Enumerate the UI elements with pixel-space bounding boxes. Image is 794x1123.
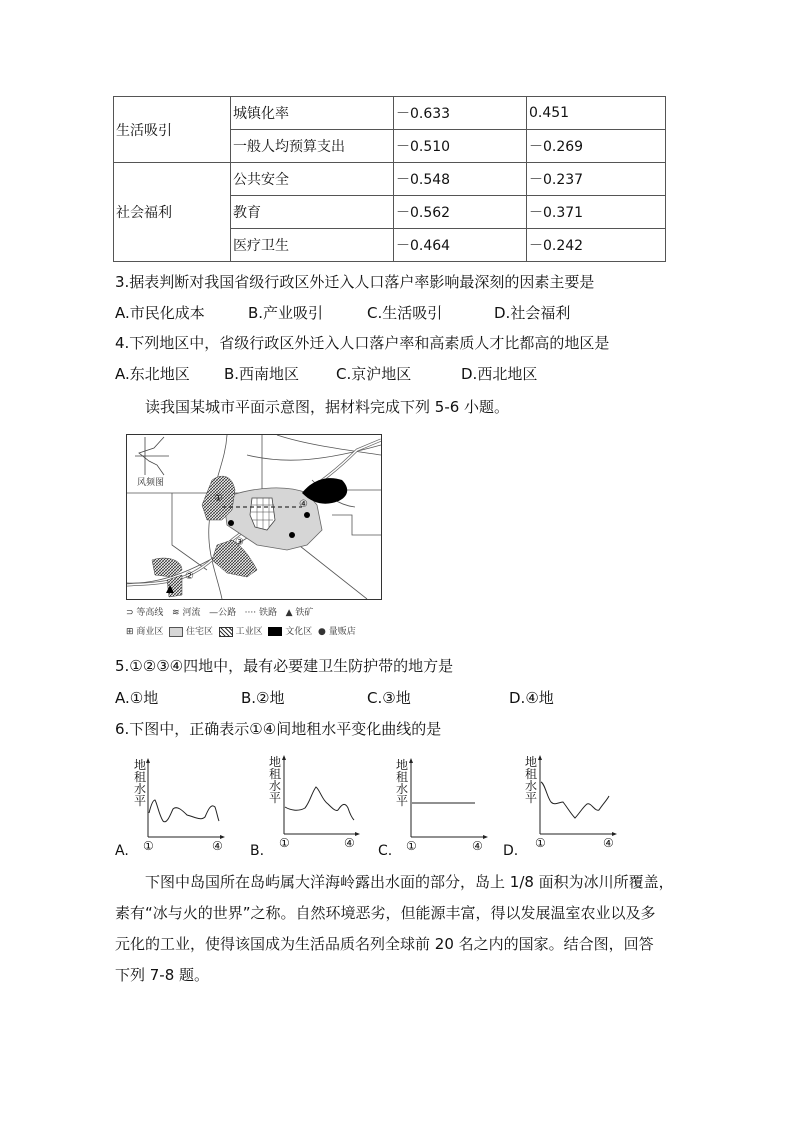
intro-7-8-line-1: 下图中岛国所在岛屿属大洋海岭露出水面的部分，岛上 1/8 面积为冰川所覆盖， bbox=[145, 873, 674, 891]
x-end-label: ④ bbox=[603, 836, 614, 850]
q3-option-b: B.产业吸引 bbox=[248, 304, 324, 322]
factor-cell: 公共安全 bbox=[231, 163, 394, 196]
q4-option-a: A.东北地区 bbox=[115, 365, 190, 383]
legend-label: 文化区 bbox=[285, 627, 313, 637]
factor-cell: 医疗卫生 bbox=[231, 229, 394, 262]
commercial-icon: ⊞ bbox=[126, 627, 134, 637]
factor-cell: 一般人均预算支出 bbox=[231, 130, 394, 163]
river-icon: ≋ bbox=[172, 608, 180, 618]
marker-2: ② bbox=[185, 571, 194, 582]
map-legend-row-1 bbox=[126, 605, 313, 618]
value-cell: 0.451 bbox=[527, 97, 666, 130]
value-cell: －0.371 bbox=[527, 196, 666, 229]
wind-rose-icon bbox=[135, 437, 169, 475]
group-cell: 生活吸引 bbox=[114, 97, 231, 163]
intro-7-8-line-3: 元化的工业，使得该国成为生活品质名列全球前 20 名之内的国家。结合图，回答 bbox=[115, 935, 654, 953]
q3-option-c: C.生活吸引 bbox=[367, 304, 443, 322]
x-start-label: ① bbox=[279, 836, 290, 850]
y-axis-label: 地租水平 bbox=[396, 758, 409, 808]
q3-option-d: D.社会福利 bbox=[494, 304, 571, 322]
x-end-label: ④ bbox=[472, 839, 483, 853]
legend-label: ● 量贩店 bbox=[318, 627, 356, 637]
value-cell: －0.464 bbox=[394, 229, 527, 262]
q4-option-d: D.西北地区 bbox=[461, 365, 538, 383]
graph-a bbox=[115, 755, 225, 860]
graph-d bbox=[503, 752, 618, 860]
intro-7-8-line-4: 下列 7-8 题。 bbox=[115, 966, 210, 984]
q6-stem: 6.下图中，正确表示①④间地租水平变化曲线的是 bbox=[115, 720, 442, 738]
table-row bbox=[114, 163, 666, 196]
intro-7-8-line-2: 素有“冰与火的世界”之称。自然环境恶劣，但能源丰富，得以发展温室农业以及多 bbox=[115, 904, 656, 922]
contour-icon: ⊃ bbox=[126, 608, 134, 618]
marker-1: ① bbox=[214, 493, 223, 504]
residential-icon bbox=[169, 627, 183, 637]
wind-rose-label: 风频图 bbox=[137, 478, 165, 488]
x-end-label: ④ bbox=[344, 836, 355, 850]
legend-label: —公路 bbox=[209, 608, 237, 618]
legend-label: 河流 bbox=[182, 608, 201, 618]
legend-label: 商业区 bbox=[136, 627, 164, 637]
y-axis-label: 地租水平 bbox=[134, 758, 147, 808]
q4-option-c: C.京沪地区 bbox=[336, 365, 412, 383]
y-axis-label: 地租水平 bbox=[525, 755, 538, 805]
q4-stem: 4.下列地区中，省级行政区外迁入人口落户率和高素质人才比都高的地区是 bbox=[115, 334, 610, 352]
q3-option-a: A.市民化成本 bbox=[115, 304, 205, 322]
industrial-area bbox=[167, 575, 182, 597]
marker-3: ③ bbox=[235, 537, 244, 548]
value-cell: －0.548 bbox=[394, 163, 527, 196]
q5-option-c: C.③地 bbox=[367, 689, 411, 707]
factor-table bbox=[113, 96, 666, 262]
group-cell: 社会福利 bbox=[114, 163, 231, 262]
option-b-label: B. bbox=[250, 843, 265, 859]
value-cell: －0.633 bbox=[394, 97, 527, 130]
graph-c bbox=[378, 755, 488, 860]
city-map-graphic bbox=[127, 435, 381, 599]
value-cell: －0.510 bbox=[394, 130, 527, 163]
graph-b bbox=[250, 752, 360, 860]
map-legend-row-2 bbox=[126, 624, 356, 637]
factor-cell: 城镇化率 bbox=[231, 97, 394, 130]
q4-option-b: B.西南地区 bbox=[224, 365, 300, 383]
legend-label: 工业区 bbox=[235, 627, 263, 637]
option-d-label: D. bbox=[503, 843, 519, 859]
legend-label: ···· 铁路 bbox=[244, 608, 277, 618]
legend-label: 住宅区 bbox=[186, 627, 214, 637]
industrial-icon bbox=[219, 627, 233, 637]
x-start-label: ① bbox=[535, 836, 546, 850]
intro-5-6: 读我国某城市平面示意图，据材料完成下列 5-6 小题。 bbox=[145, 398, 510, 416]
option-a-label: A. bbox=[115, 843, 129, 859]
option-c-label: C. bbox=[378, 843, 393, 859]
value-cell: －0.269 bbox=[527, 130, 666, 163]
value-cell: －0.242 bbox=[527, 229, 666, 262]
q5-stem: 5.①②③④四地中，最有必要建卫生防护带的地方是 bbox=[115, 657, 454, 675]
cultural-icon bbox=[268, 627, 282, 636]
q5-option-a: A.①地 bbox=[115, 689, 159, 707]
x-start-label: ① bbox=[406, 839, 417, 853]
marker-4: ④ bbox=[299, 499, 308, 510]
city-map bbox=[126, 434, 382, 600]
q3-stem: 3.据表判断对我国省级行政区外迁入人口落户率影响最深刻的因素主要是 bbox=[115, 273, 595, 291]
q5-option-d: D.④地 bbox=[509, 689, 554, 707]
value-cell: －0.562 bbox=[394, 196, 527, 229]
x-end-label: ④ bbox=[212, 839, 223, 853]
factor-cell: 教育 bbox=[231, 196, 394, 229]
legend-label: 等高线 bbox=[136, 608, 164, 618]
table-row bbox=[114, 97, 666, 130]
x-start-label: ① bbox=[143, 839, 154, 853]
q5-option-b: B.②地 bbox=[241, 689, 285, 707]
y-axis-label: 地租水平 bbox=[269, 755, 282, 805]
value-cell: －0.237 bbox=[527, 163, 666, 196]
legend-label: ▲ 铁矿 bbox=[285, 608, 314, 618]
